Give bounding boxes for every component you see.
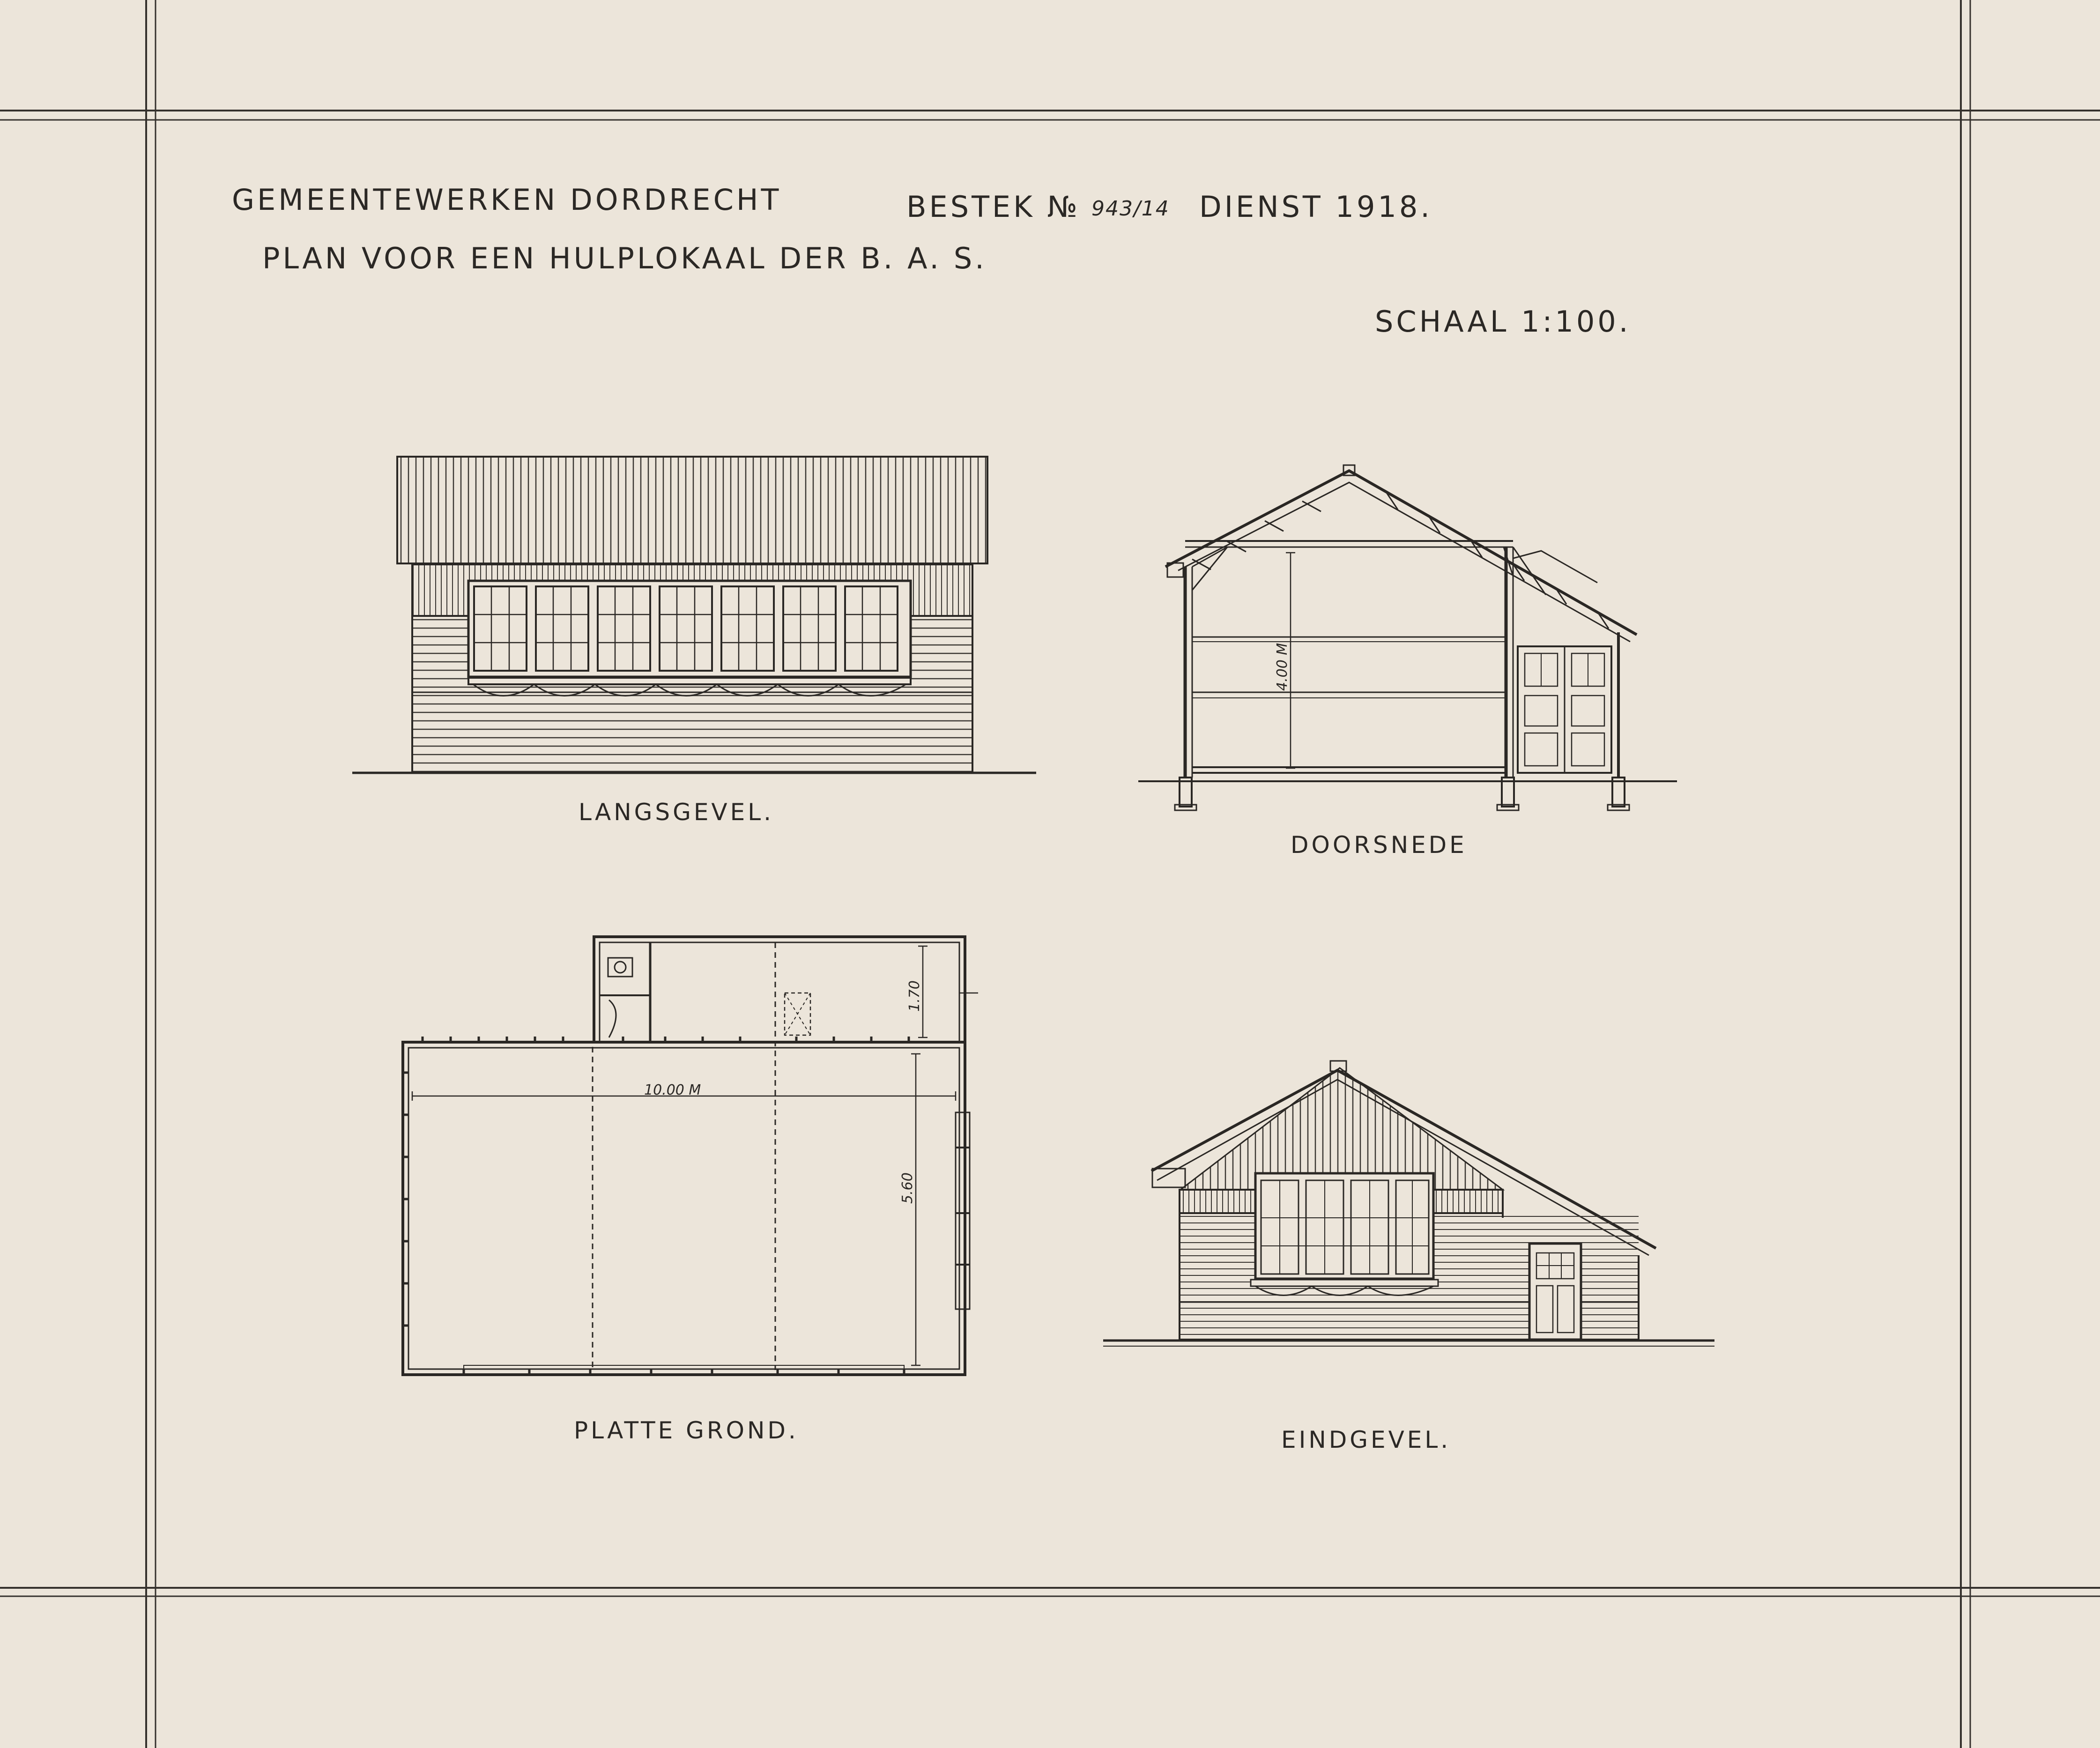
floor-plan-drawing xyxy=(403,937,978,1375)
dim-annex-depth: 1.70 xyxy=(906,980,923,1012)
service-year: DIENST 1918. xyxy=(1199,190,1433,224)
dim-plan-width: 5.60 xyxy=(899,1172,916,1204)
office-name: GEMEENTEWERKEN DORDRECHT xyxy=(232,183,782,217)
caption-floor-plan: PLATTE GROND. xyxy=(574,1417,799,1444)
dim-plan-length: 10.00 M xyxy=(644,1082,701,1098)
caption-end-elevation: EINDGEVEL. xyxy=(1281,1426,1451,1453)
bestek-label: BESTEK № xyxy=(906,190,1080,224)
caption-long-elevation: LANGSGEVEL. xyxy=(579,799,774,826)
section-drawing xyxy=(1138,465,1677,810)
end-elevation-drawing xyxy=(1103,1061,1714,1346)
dim-section-height: 4.00 M xyxy=(1274,643,1291,691)
long-elevation-drawing xyxy=(352,457,1036,773)
bestek-number: 943/14 xyxy=(1091,197,1170,221)
plan-title: PLAN VOOR EEN HULPLOKAAL DER B. A. S. xyxy=(262,241,987,275)
scale-note: SCHAAL 1:100. xyxy=(1375,304,1631,339)
caption-section: DOORSNEDE xyxy=(1291,831,1467,859)
